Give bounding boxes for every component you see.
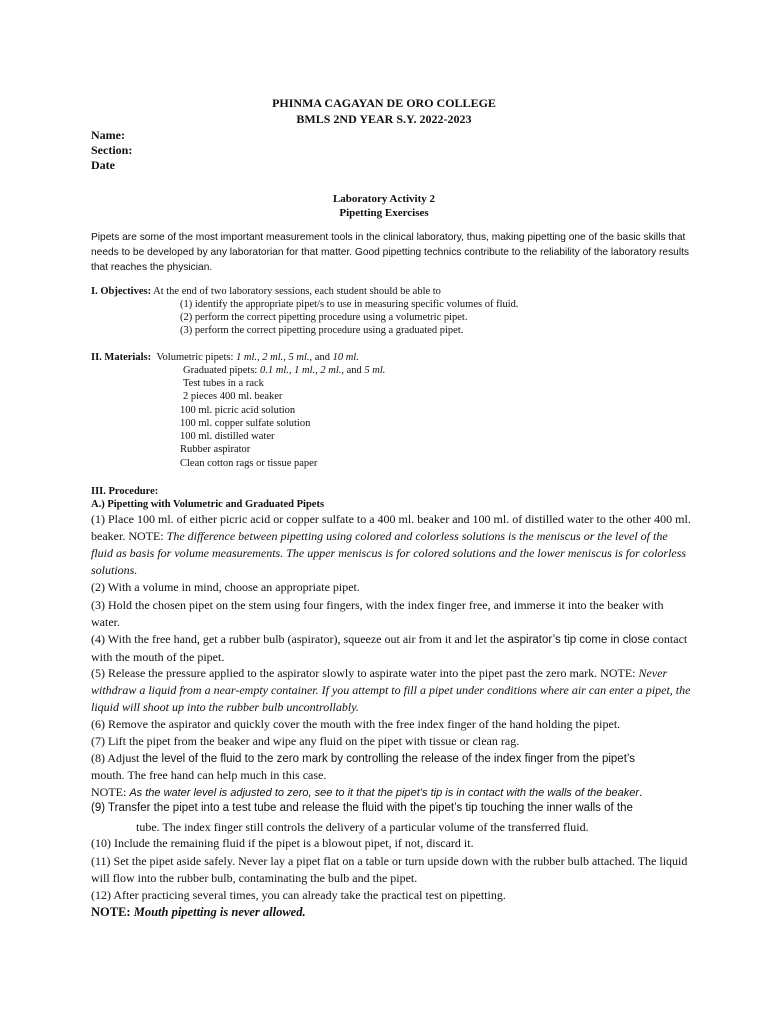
materials-line-volumetric [91, 352, 359, 363]
step-text: (1) Place 100 ml. of either picric acid or copper sulfate to a 400 ml. beaker and 100 ml. of distilled water to the other 400 ml. beaker. NOTE: [91, 512, 691, 543]
material-item: 100 ml. picric acid solution [180, 405, 296, 416]
procedure-step-9: (9) Transfer the pipet into a test tube and release the fluid with the pipet’s tip touching the inner walls of the [91, 802, 633, 814]
material-item: Rubber aspirator [180, 444, 251, 455]
activity-title: Pipetting Exercises [339, 207, 429, 219]
school-year: BMLS 2ND YEAR S.Y. 2022-2023 [296, 112, 472, 126]
step-text: (4) With the free hand, get a rubber bulb (aspirator), squeeze out air from it and let the [91, 632, 508, 646]
objectives-line [91, 286, 441, 297]
final-note-text: Mouth pipetting is never allowed. [133, 905, 306, 919]
final-note [91, 905, 306, 920]
section-field-label: Section: [91, 143, 133, 157]
volumetric-last: 10 ml. [332, 352, 359, 363]
material-item: 100 ml. copper sulfate solution [180, 418, 311, 429]
objective-item: (3) perform the correct pipetting procedure using a graduated pipet. [180, 325, 464, 336]
graduated-last: 5 ml. [364, 365, 386, 376]
intro-paragraph: Pipets are some of the most important measurement tools in the clinical laboratory, thus, making pipetting one of the basic skills that needs to be developed by any laboratorian for that matter. Good pipetting technics contribute to the reliability of the laboratory results that reaches the physician. [91, 232, 690, 273]
procedure-subheading: A.) Pipetting with Volumetric and Graduated Pipets [91, 499, 325, 510]
procedure-step-5 [91, 665, 691, 716]
note-end: . [639, 785, 643, 799]
step-text: aspirator’s tip come in close [507, 634, 650, 646]
graduated-and: , and [341, 365, 365, 376]
materials-line-graduated [183, 365, 385, 376]
procedure-step-1 [91, 511, 691, 579]
volumetric-sizes: 1 ml., 2 ml., 5 ml. [236, 352, 310, 363]
material-item: Test tubes in a rack [183, 378, 264, 389]
note-label: NOTE: [91, 785, 130, 799]
step-note: The difference between pipetting using colored and colorless solutions is the meniscus or the level of the fluid as basis for volume measurements. The upper meniscus is for colored solutions and the lower meniscus is for colorless solutions. [91, 529, 687, 577]
objectives-lead: At the end of two laboratory sessions, each student should be able to [151, 286, 441, 297]
final-note-label: NOTE: [91, 905, 134, 919]
objective-item: (2) perform the correct pipetting procedure using a volumetric pipet. [180, 312, 468, 323]
procedure-step-12: (12) After practicing several times, you can already take the practical test on pipetting. [91, 888, 506, 902]
procedure-note-8 [91, 785, 642, 800]
name-field-label: Name: [91, 128, 125, 142]
objective-item: (1) identify the appropriate pipet/s to use in measuring specific volumes of fluid. [180, 299, 519, 310]
step-note: Never withdraw a liquid from a near-empty container. If you attempt to fill a pipet under conditions where air can enter a pipet, the liquid will shoot up into the rubber bulb uncontrollably. [91, 666, 691, 714]
date-field-label: Date [91, 158, 115, 172]
material-item: 2 pieces 400 ml. beaker [183, 391, 283, 402]
procedure-step-11: (11) Set the pipet aside safely. Never lay a pipet flat on a table or turn upside down with the rubber bulb attached. The liquid will flow into the rubber bulb, contaminating the bulb and the pipet. [91, 854, 688, 885]
procedure-step-7: (7) Lift the pipet from the beaker and wipe any fluid on the pipet with tissue or clean rag. [91, 734, 520, 748]
step-text: contact with the mouth of the pipet. [91, 632, 688, 664]
procedure-step-4 [91, 631, 691, 666]
step-text: (8) Adjust [91, 751, 143, 765]
step-text: the level of the fluid to the zero mark by controlling the release of the index finger from the pipet’s [142, 753, 635, 765]
note-text: As the water level is adjusted to zero, see to it that the pipet’s tip is in contact with the walls of the beaker [129, 787, 640, 799]
graduated-label: Graduated pipets: [183, 365, 260, 376]
material-item: 100 ml. distilled water [180, 431, 275, 442]
procedure-heading: III. Procedure: [91, 486, 159, 497]
materials-heading: II. Materials: [91, 352, 152, 363]
procedure-step-9-cont: tube. The index finger still controls the delivery of a particular volume of the transferred fluid. [136, 820, 589, 834]
activity-number: Laboratory Activity 2 [332, 193, 436, 205]
volumetric-and: , and [309, 352, 333, 363]
procedure-step-6: (6) Remove the aspirator and quickly cover the mouth with the free index finger of the hand holding the pipet. [91, 717, 621, 731]
step-text: (5) Release the pressure applied to the aspirator slowly to aspirate water into the pipet past the zero mark. NOTE: [91, 666, 639, 680]
objectives-heading: I. Objectives: [91, 286, 152, 297]
procedure-step-10: (10) Include the remaining fluid if the pipet is a blowout pipet, if not, discard it. [91, 836, 474, 850]
procedure-step-3: (3) Hold the chosen pipet on the stem using four fingers, with the index finger free, and immerse it into the beaker with water. [91, 598, 664, 629]
graduated-sizes: 0.1 ml., 1 ml., 2 ml. [259, 365, 342, 376]
procedure-step-2: (2) With a volume in mind, choose an appropriate pipet. [91, 580, 360, 594]
procedure-step-8 [91, 751, 635, 766]
college-name: PHINMA CAGAYAN DE ORO COLLEGE [272, 96, 496, 110]
volumetric-label: Volumetric pipets: [156, 352, 237, 363]
procedure-step-8-cont: mouth. The free hand can help much in this case. [91, 768, 327, 782]
material-item: Clean cotton rags or tissue paper [180, 458, 318, 469]
